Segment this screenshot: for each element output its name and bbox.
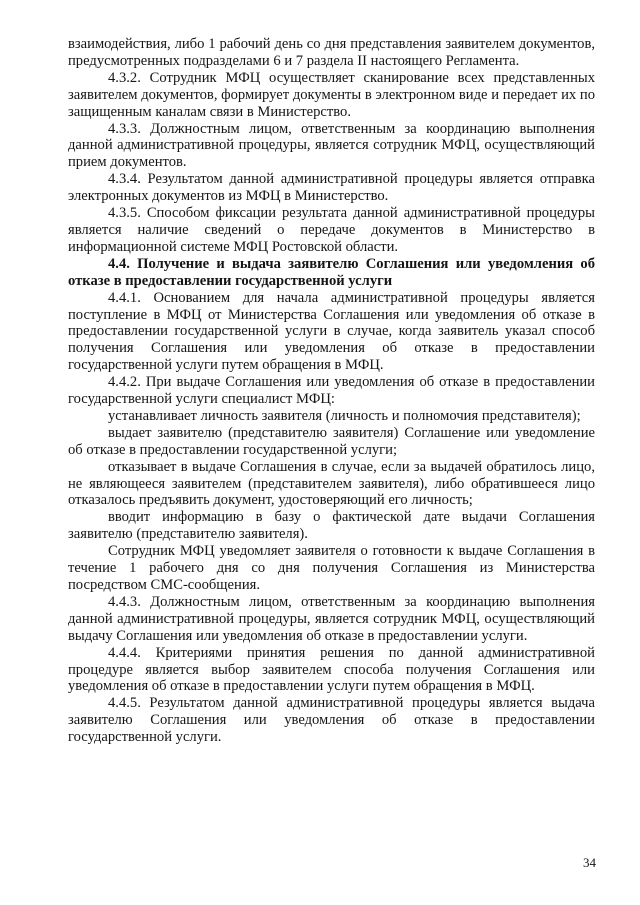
paragraph-4-4-5: 4.4.5. Результатом данной административной процедуры является выдача заявителю Соглашения или уведомления об отказе в предоставлении государственной услуги. [68, 695, 595, 746]
list-item-refusal: отказывает в выдаче Соглашения в случае, если за выдачей обратилось лицо, не являющееся заявителем (представителем заявителя), либо обратившееся лицо отказалось предъявить документ, удостоверяющий его личность; [68, 458, 595, 509]
paragraph-notification: Сотрудник МФЦ уведомляет заявителя о готовности к выдаче Соглашения в течение 1 рабочего дня со дня получения Соглашения из Министерства посредством СМС-сообщения. [68, 543, 595, 593]
document-body [68, 36, 595, 746]
paragraph-4-4-3: 4.4.3. Должностным лицом, ответственным за координацию выполнения данной административной процедуры, является сотрудник МФЦ, осуществляющий выдачу Соглашения или уведомления об отказе в предоставлении услуги. [68, 593, 595, 644]
paragraph-4-3-5: 4.3.5. Способом фиксации результата данной административной процедуры является наличие сведений о передаче документов в Министерство в информационной системе МФЦ Ростовской области. [68, 205, 595, 255]
paragraph-4-4-2: 4.4.2. При выдаче Соглашения или уведомления об отказе в предоставлении государственной услуги специалист МФЦ: [68, 374, 595, 408]
section-heading-4-4: 4.4. Получение и выдача заявителю Соглашения или уведомления об отказе в предоставлении государственной услуги [68, 255, 595, 289]
paragraph-4-3-2: 4.3.2. Сотрудник МФЦ осуществляет сканирование всех представленных заявителем документов, формирует документы в электронном виде и передает их по защищенным каналам связи в Министерство. [68, 69, 595, 120]
paragraph-4-3-3: 4.3.3. Должностным лицом, ответственным за координацию выполнения данной административной процедуры, является сотрудник МФЦ, осуществляющий прием документов. [68, 120, 595, 171]
paragraph-4-3-4: 4.3.4. Результатом данной административной процедуры является отправка электронных документов из МФЦ в Министерство. [68, 171, 595, 205]
page-number: 34 [583, 855, 596, 870]
list-item-issue: выдает заявителю (представителю заявителя) Соглашение или уведомление об отказе в предоставлении государственной услуги; [68, 424, 595, 458]
paragraph-4-4-4: 4.4.4. Критериями принятия решения по данной административной процедуре является выбор заявителем способа получения Соглашения или уведомления об отказе в предоставлении услуги путем обращения в МФЦ. [68, 644, 595, 695]
paragraph-4-4-1: 4.4.1. Основанием для начала административной процедуры является поступление в МФЦ от Министерства Соглашения или уведомления об отказе в предоставлении государственной услуги в случае, когда заявитель указал способ получения Соглашения или уведомления об отказе в предоставлении государственной услуги путем обращения в МФЦ. [68, 289, 595, 374]
list-item-identity: устанавливает личность заявителя (личность и полномочия представителя); [108, 407, 581, 424]
paragraph-continuation: взаимодействия, либо 1 рабочий день со дня представления заявителем документов, предусмотренных подразделами 6 и 7 раздела II настоящего Регламента. [68, 36, 595, 69]
list-item-database: вводит информацию в базу о фактической дате выдачи Соглашения заявителю (представителю заявителя). [68, 509, 595, 543]
